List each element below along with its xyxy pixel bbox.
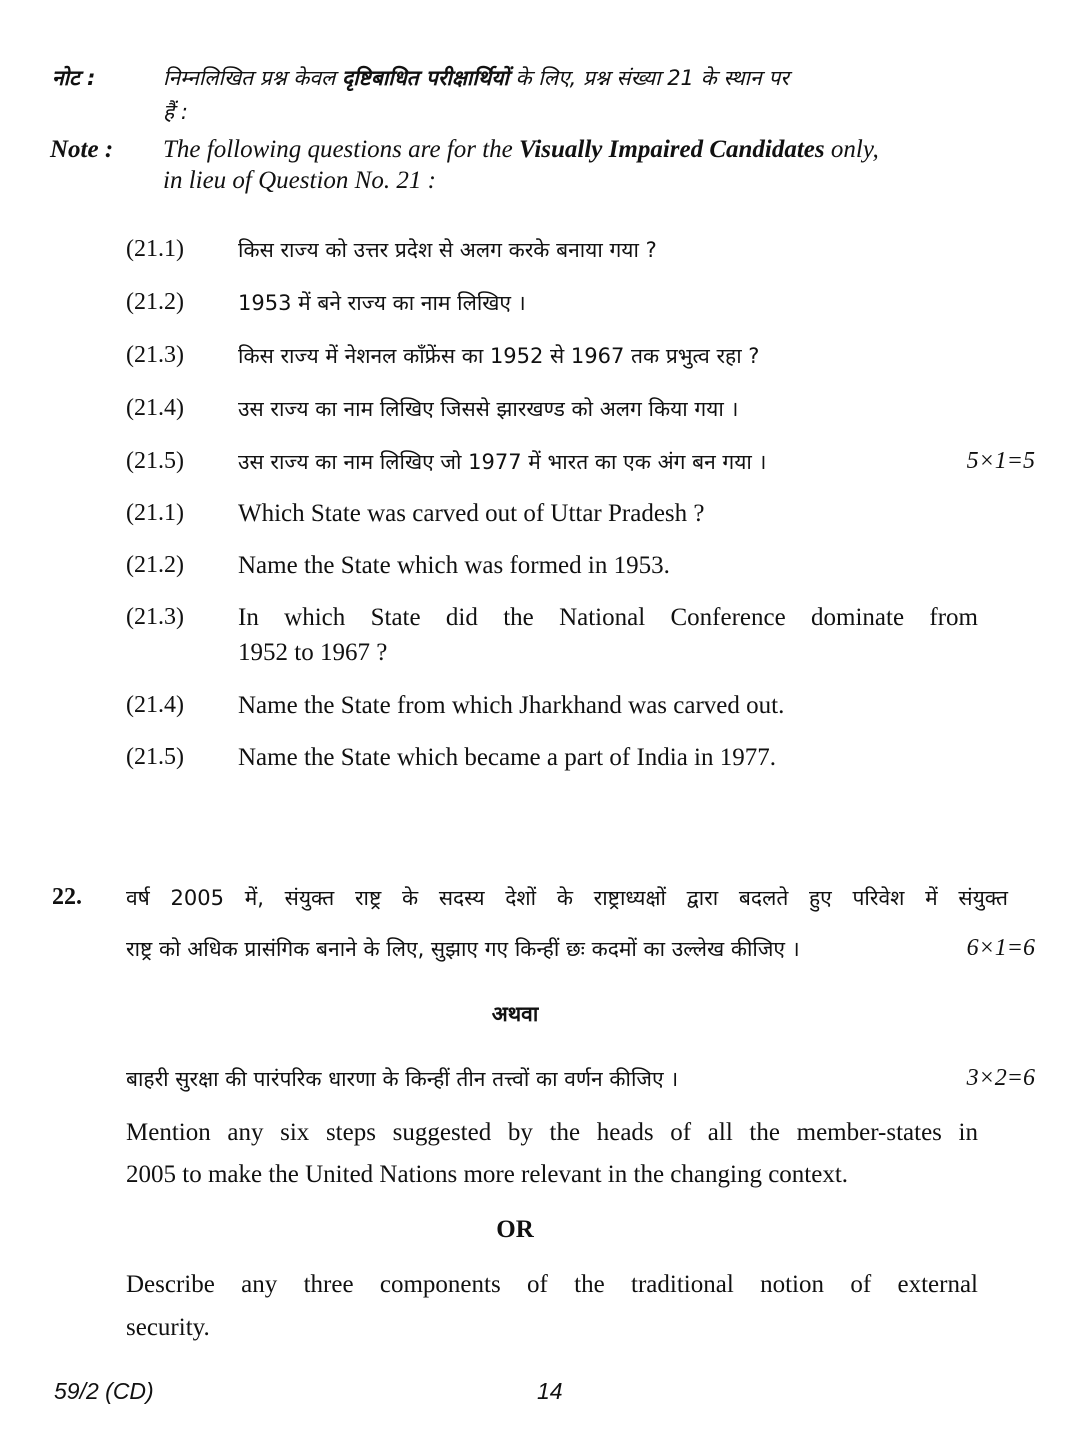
q21-en-5-text: Name the State which became a part of India in 1977. [238,744,777,771]
q21-hi-2-num: (21.2) [126,289,184,315]
q22-hi-alt: बाहरी सुरक्षा की पारंपरिक धारणा के किन्हीं तीन तत्त्वों का वर्णन कीजिए । [126,1067,679,1091]
note-hi-line2: हैं : [163,100,188,124]
q22-marks-b: 3×2=6 [966,1065,1035,1091]
q22-en-line1: Mention any six steps suggested by the heads of all the member-states in [126,1119,978,1146]
note-hi-label: नोट : [52,66,96,90]
or-en-heading: OR [496,1216,534,1243]
q21-hi-5-text: उस राज्य का नाम लिखिए जो 1977 में भारत का एक अंग बन गया । [238,450,767,474]
q21-hi-4-num: (21.4) [126,395,184,421]
q21-hi-1-num: (21.1) [126,236,184,262]
q21-en-3-text2: 1952 to 1967 ? [238,639,388,666]
q21-en-3-text: In which State did the National Conference dominate from [238,604,978,631]
q22-number: 22. [52,884,82,910]
note-en-label: Note : [50,136,114,163]
note-en-text-bold: Visually Impaired Candidates [519,136,825,163]
note-en-line1 [163,136,1035,164]
q21-marks: 5×1=5 [966,448,1035,474]
q22-marks-a: 6×1=6 [966,935,1035,961]
q21-hi-4-text: उस राज्य का नाम लिखिए जिससे झारखण्ड को अलग किया गया । [238,397,739,421]
q21-en-5-num: (21.5) [126,744,184,770]
q21-en-3-num: (21.3) [126,604,184,630]
q22-hi-line2: राष्ट्र को अधिक प्रासंगिक बनाने के लिए, सुझाए गए किन्हीं छः कदमों का उल्लेख कीजिए । [126,937,800,961]
q21-en-4-num: (21.4) [126,692,184,718]
q22-en-line2: 2005 to make the United Nations more relevant in the changing context. [126,1161,849,1188]
q21-hi-3-text: किस राज्य में नेशनल कॉंफ्रेंस का 1952 से 1967 तक प्रभुत्व रहा ? [238,344,760,368]
q21-hi-5-num: (21.5) [126,448,184,474]
q21-en-4-text: Name the State from which Jharkhand was carved out. [238,692,785,719]
note-hi-text-before: निम्नलिखित प्रश्न केवल [163,66,342,90]
footer-page-number: 14 [537,1378,563,1404]
q21-hi-2-text: 1953 में बने राज्य का नाम लिखिए । [238,291,526,315]
q22-hi-line1: वर्ष 2005 में, संयुक्त राष्ट्र के सदस्य देशों के राष्ट्राध्यक्षों द्वारा बदलते हुए परिवेश में संयुक्त [126,886,1008,910]
q21-en-2-num: (21.2) [126,552,184,578]
note-hi-text-after: के लिए, प्रश्न संख्या 21 के स्थान पर [508,66,789,90]
q21-en-2-text: Name the State which was formed in 1953. [238,552,670,579]
q21-en-1-num: (21.1) [126,500,184,526]
note-hi-text-bold: दृष्टिबाधित परीक्षार्थियों [341,66,509,90]
q22-en-alt-line1: Describe any three components of the traditional notion of external [126,1271,978,1298]
or-hi-heading: अथवा [491,1002,539,1026]
q21-en-1-text: Which State was carved out of Uttar Pradesh ? [238,500,705,527]
note-en-text-after: only, [824,136,879,163]
note-en-line2: in lieu of Question No. 21 : [163,167,436,194]
note-hi-line1 [163,64,1033,92]
note-en-text-before: The following questions are for the [163,136,520,163]
footer-paper-code: 59/2 (CD) [54,1378,154,1404]
q21-hi-3-num: (21.3) [126,342,184,368]
q22-en-alt-line2: security. [126,1314,210,1341]
q21-hi-1-text: किस राज्य को उत्तर प्रदेश से अलग करके बनाया गया ? [238,238,657,262]
